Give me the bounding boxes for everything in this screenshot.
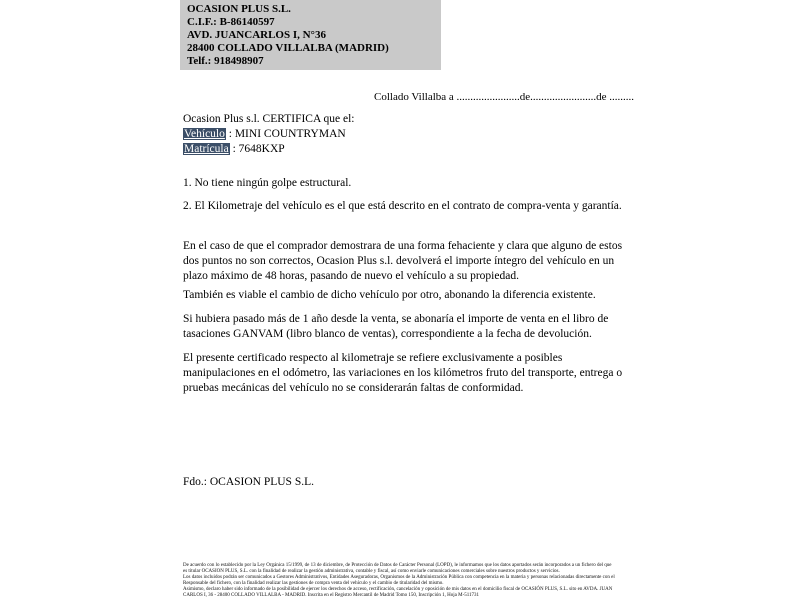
certify-block (183, 112, 355, 157)
certify-intro: Ocasion Plus s.l. CERTIFICA que el: (183, 113, 355, 125)
certificate-point-2: 2. El Kilometraje del vehículo es el que está descrito en el contrato de compra-venta y garantía. (183, 200, 622, 212)
body-paragraphs (183, 239, 627, 396)
paragraph-exchange: También es viable el cambio de dicho vehículo por otro, abonando la diferencia existente. (183, 289, 596, 301)
vehicle-row (183, 127, 355, 142)
paragraph-refund: En el caso de que el comprador demostrara de una forma fehaciente y clara que alguno de estos dos puntos no son correctos, Ocasion Plus s.l. devolverá el importe íntegro del vehículo en un plazo máximo de 48 horas, pasando de nuevo el vehículo a su propiedad. (183, 240, 623, 282)
plate-row (183, 142, 355, 157)
company-cif: C.I.F.: B-86140597 (187, 16, 275, 28)
company-name: OCASION PLUS S.L. (187, 3, 291, 15)
company-address: AVD. JUANCARLOS I, N°36 (187, 29, 326, 41)
vehicle-value: : MINI COUNTRYMAN (225, 128, 346, 140)
company-phone: Telf.: 918498907 (187, 55, 264, 67)
legal-paragraph-lopd: De acuerdo con lo establecido por la Ley Orgánica 15/1999, de 13 de diciembre, de Protección de Datos de Carácter Personal (LOPD), le informamos que los datos aportados serán incorporados a un fichero del que es titular OCASION PLUS, S.L. con la finalidad de realizar la gestión administrativa, contable y fiscal, así como enviarle comunicaciones comerciales sobre nuestros productos y servicios. (183, 563, 612, 574)
legal-fine-print (183, 563, 615, 599)
paragraph-odometer: El presente certificado respecto al kilometraje se refiere exclusivamente a posibles manipulaciones en el odómetro, las variaciones en los kilómetros fruto del transporte, entrega o pruebas mecánicas del vehículo no se considerarán faltas de conformidad. (183, 352, 623, 394)
plate-label: Matrícula (184, 143, 229, 155)
company-city: 28400 COLLADO VILLALBA (MADRID) (187, 42, 389, 54)
vehicle-label: Vehículo (184, 128, 225, 140)
company-header-box (180, 0, 441, 70)
legal-paragraph-rights: Asimismo, declaro haber sido informado de la posibilidad de ejercer los derechos de acceso, rectificación, cancelación y oposición de mis datos en el domicilio fiscal de OCASIÓN PLUS, S.L. sito en AVDA. JUAN CARLOS I, 36 - 28400 COLLADO VILLALBA - MADRID. Inscrita en el Registro Mercantil de Madrid Tomo 150, Inscripción 1, Hoja M-511731 (183, 587, 613, 598)
plate-value: : 7648KXP (229, 143, 285, 155)
date-line: Collado Villalba a .......................de........................de ......... (374, 91, 635, 103)
paragraph-ganvam: Si hubiera pasado más de 1 año desde la venta, se abonaría el importe de venta en el libro de tasaciones GANVAM (libro blanco de ventas), correspondiente a la fecha de devolución. (183, 313, 609, 340)
signature-line: Fdo.: OCASION PLUS S.L. (183, 476, 314, 488)
legal-paragraph-data-sharing: Los datos incluidos podrán ser comunicados a Gestores Administrativos, Entidades Aseguradoras, Organismos de la Administración Pública con competencia en la materia y personas relacionadas directamente con el Responsable del fichero, con la finalidad realizar las gestiones de compra venta del vehículo y el cambio de titularidad del mismo. (183, 575, 615, 586)
certificate-point-1: 1. No tiene ningún golpe estructural. (183, 177, 352, 189)
